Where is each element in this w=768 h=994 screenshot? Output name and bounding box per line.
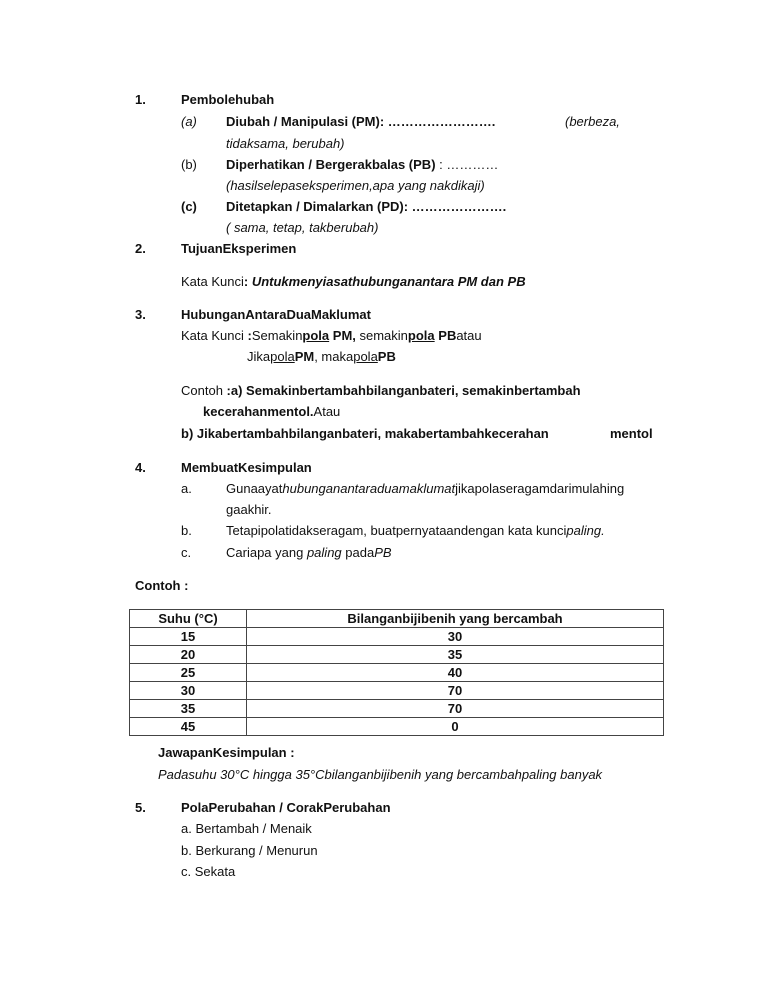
section-3-keyword-line (181, 327, 482, 345)
s4b-p2: paling. (566, 523, 605, 538)
s3-ex2-p2: Atau (313, 404, 341, 419)
s3-l1-p1: Kata Kunci (181, 328, 248, 343)
s3-l1-p4: pola (302, 328, 330, 343)
item-4a-label: a. (181, 481, 192, 496)
item-4a-text (226, 480, 624, 498)
table-cell-count: 30 (247, 628, 664, 646)
s3-ex-p1: Contoh (181, 383, 227, 398)
answer-title: JawapanKesimpulan : (158, 745, 295, 760)
s3-l1-p7: pola (407, 328, 435, 343)
s4a-p2: hubunganantaraduamaklumat (282, 481, 456, 496)
s4b-p1: Tetapipolatidakseragam, buatpernyataandengan kata kunci (226, 523, 567, 538)
s4c-p1: Cariapa yang (226, 545, 307, 560)
s3-l2-p4: , maka (314, 349, 354, 364)
section-4-number: 4. (135, 460, 146, 475)
item-4b-text (226, 522, 605, 540)
table-cell-count: 0 (247, 718, 664, 736)
s4a-p1: Gunaayat (226, 481, 283, 496)
s3-l1-p3: Semakin (251, 328, 303, 343)
table-cell-count: 35 (247, 646, 664, 664)
section-4-title: MembuatKesimpulan (181, 460, 312, 475)
section-1-number: 1. (135, 92, 146, 107)
s3-l1-p9: atau (456, 328, 482, 343)
section-2-keyword-text: Untukmenyiasathubunganantara PM dan PB (251, 274, 526, 289)
table-header-row (130, 610, 664, 628)
item-1b-label: (b) (181, 157, 197, 172)
s3-l2-p6: PB (377, 349, 396, 364)
table-cell-count: 40 (247, 664, 664, 682)
table-cell-temp: 35 (130, 700, 247, 718)
s3-l1-p5: PM, (329, 328, 356, 343)
section-5-number: 5. (135, 800, 146, 815)
item-1a-label: (a) (181, 114, 197, 129)
table-row (130, 664, 664, 682)
s3-l1-p8: PB (434, 328, 457, 343)
section-5-item: a. Bertambah / Menaik (181, 821, 312, 836)
section-3-example-line3-end: mentol (610, 426, 653, 441)
table-row (130, 700, 664, 718)
item-1c-note: ( sama, tetap, takberubah) (226, 220, 379, 235)
item-4b-label: b. (181, 523, 192, 538)
item-1a-text: Diubah / Manipulasi (PM): ……………………. (226, 114, 496, 129)
item-4c-label: c. (181, 545, 192, 560)
item-1b-line (226, 156, 498, 174)
s3-l1-p2: : (247, 328, 252, 343)
answer-text: Padasuhu 30°C hingga 35°Cbilanganbijibenih yang bercambahpaling banyak (158, 767, 603, 782)
example-heading: Contoh : (135, 578, 189, 593)
s4c-p2: paling (306, 545, 342, 560)
table-row (130, 718, 664, 736)
item-1c-text: Ditetapkan / Dimalarkan (PD): …………………. (226, 199, 507, 214)
table-header-temperature: Suhu (°C) (130, 610, 247, 628)
item-4a-text-cont: gaakhir. (226, 502, 272, 517)
table-row (130, 628, 664, 646)
section-3-if-line (247, 348, 396, 366)
s3-l2-p1: Jika (247, 349, 271, 364)
table-cell-temp: 45 (130, 718, 247, 736)
s3-l2-p2: pola (270, 349, 295, 364)
s3-l2-p5: pola (353, 349, 378, 364)
section-3-example-line1 (181, 382, 581, 400)
section-1-title: Pembolehubah (181, 92, 275, 107)
item-1b-note: (hasilselepaseksperimen,apa yang nakdikaji) (226, 178, 485, 193)
section-3-title: HubunganAntaraDuaMaklumat (181, 307, 371, 322)
item-1b-text: Diperhatikan / Bergerakbalas (PB) (226, 157, 436, 172)
item-1c-label: (c) (181, 199, 197, 214)
table-cell-temp: 25 (130, 664, 247, 682)
section-3-example-line3: b) Jikabertambahbilanganbateri, makabertambahkecerahan (181, 426, 549, 441)
item-1a-note2: tidaksama, berubah) (226, 136, 345, 151)
section-3-number: 3. (135, 307, 146, 322)
s3-l2-p3: PM (294, 349, 315, 364)
table-cell-count: 70 (247, 682, 664, 700)
item-1a-note: (berbeza, (565, 114, 620, 129)
section-2-number: 2. (135, 241, 146, 256)
table-row (130, 646, 664, 664)
table-cell-count: 70 (247, 700, 664, 718)
section-2-keyword-colon: : (243, 274, 252, 289)
s4a-p3: jikapolaseragamdarimulahing (455, 481, 625, 496)
section-3-example-line2 (203, 403, 340, 421)
s4c-p4: PB (374, 545, 392, 560)
section-5-item: c. Sekata (181, 864, 236, 879)
section-5-item: b. Berkurang / Menurun (181, 843, 318, 858)
section-5-title: PolaPerubahan / CorakPerubahan (181, 800, 391, 815)
table-cell-temp: 15 (130, 628, 247, 646)
s4c-p3: pada (341, 545, 375, 560)
s3-ex-p2: :a) Semakinbertambahbilanganbateri, semakinbertambah (226, 383, 581, 398)
table-row (130, 682, 664, 700)
table-cell-temp: 20 (130, 646, 247, 664)
s3-l1-p6: semakin (355, 328, 408, 343)
data-table (129, 609, 664, 736)
item-4c-text (226, 544, 392, 562)
table-header-seeds: Bilanganbijibenih yang bercambah (247, 610, 664, 628)
section-2-keyword-line (181, 273, 526, 291)
item-1b-dots: : ………… (435, 157, 499, 172)
section-2-title: TujuanEksperimen (181, 241, 297, 256)
table-cell-temp: 30 (130, 682, 247, 700)
section-2-keyword-prefix: Kata Kunci (181, 274, 244, 289)
s3-ex2-p1: kecerahanmentol. (203, 404, 314, 419)
